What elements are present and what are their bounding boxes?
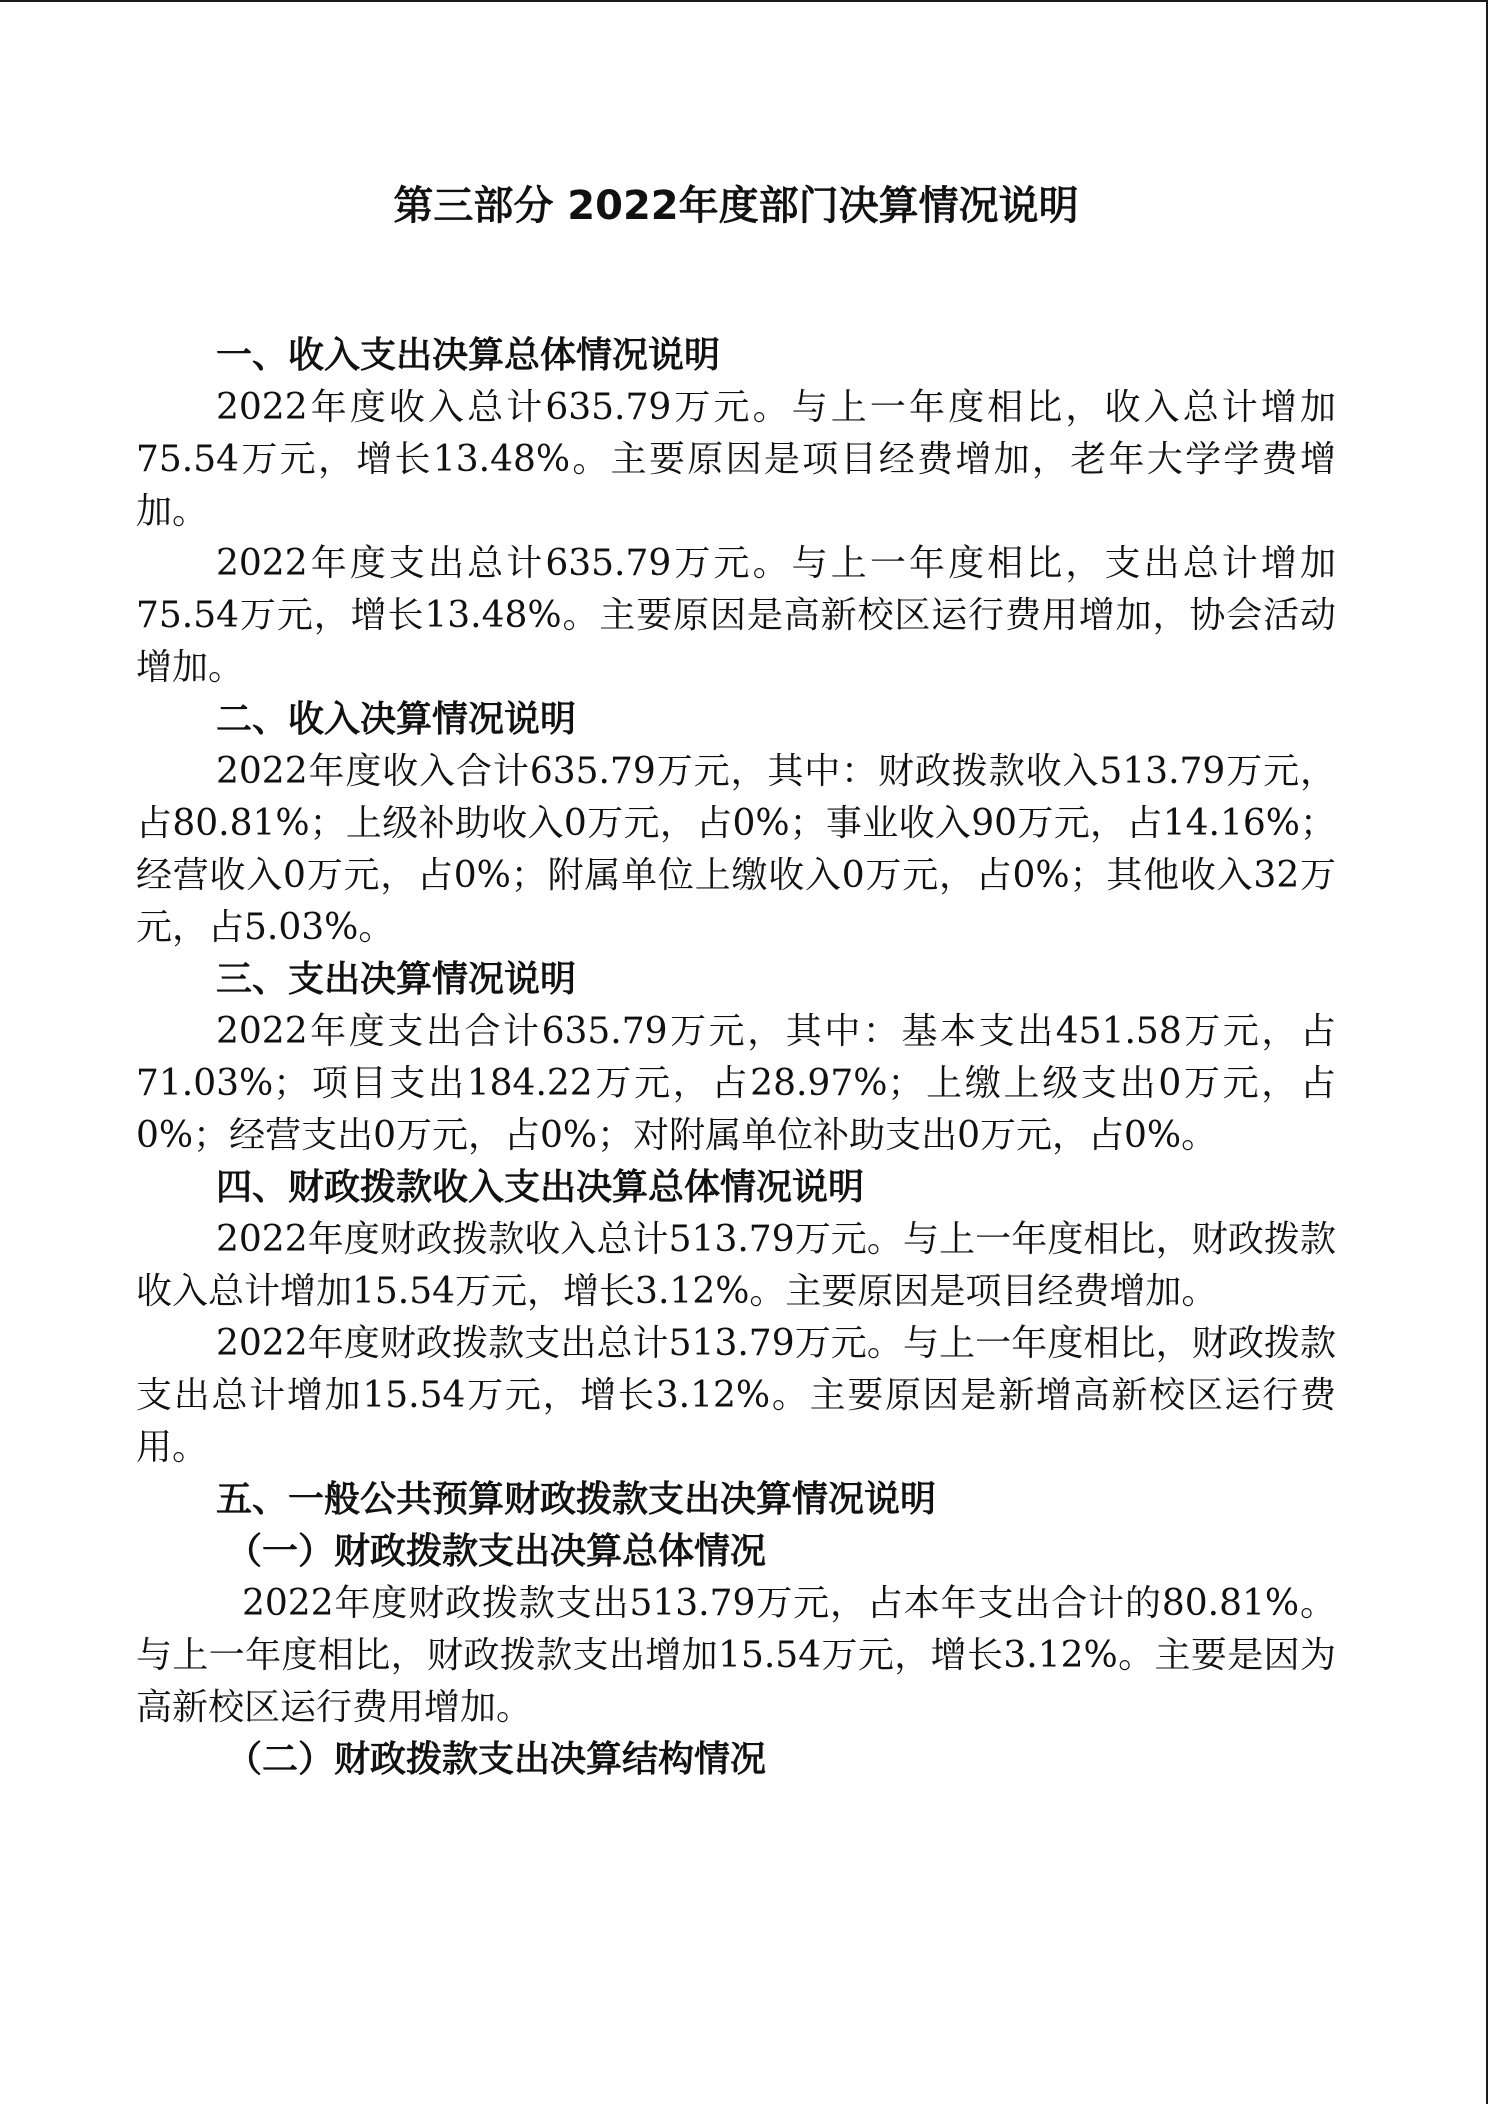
page-top-border: [0, 0, 1488, 2]
subsection-1-heading: （一）财政拨款支出决算总体情况: [226, 1531, 767, 1572]
page-title: 第三部分 2022年度部门决算情况说明: [393, 183, 1079, 229]
section-3-heading: 三、支出决算情况说明: [216, 959, 577, 1000]
section-2-paragraph-1: 2022年度收入合计635.79万元，其中：财政拨款收入513.79万元，占80.81%；上级补助收入0万元，占0%；事业收入90万元，占14.16%；经营收入0万元，占0%；附属单位上缴收入0万元，占0%；其他收入32万元，占5.03%。: [136, 751, 1336, 948]
section-2-heading: 二、收入决算情况说明: [216, 699, 577, 740]
section-5-heading: 五、一般公共预算财政拨款支出决算情况说明: [216, 1479, 937, 1520]
subsection-2-heading: （二）财政拨款支出决算结构情况: [226, 1739, 767, 1780]
section-4-paragraph-2: 2022年度财政拨款支出总计513.79万元。与上一年度相比，财政拨款支出总计增加15.54万元，增长3.12%。主要原因是新增高新校区运行费用。: [136, 1323, 1336, 1468]
section-1-paragraph-2: 2022年度支出总计635.79万元。与上一年度相比，支出总计增加75.54万元，增长13.48%。主要原因是高新校区运行费用增加，协会活动增加。: [136, 543, 1336, 688]
section-3-paragraph-1: 2022年度支出合计635.79万元，其中：基本支出451.58万元，占71.03%；项目支出184.22万元，占28.97%；上缴上级支出0万元，占0%；经营支出0万元，占0%；对附属单位补助支出0万元，占0%。: [136, 1011, 1336, 1156]
subsection-1-paragraph: 2022年度财政拨款支出513.79万元，占本年支出合计的80.81%。与上一年度相比，财政拨款支出增加15.54万元，增长3.12%。主要是因为高新校区运行费用增加。: [136, 1583, 1336, 1728]
section-1-heading: 一、收入支出决算总体情况说明: [216, 335, 721, 376]
document-body: [136, 330, 1336, 1786]
section-4-heading: 四、财政拨款收入支出决算总体情况说明: [216, 1167, 865, 1208]
section-4-paragraph-1: 2022年度财政拨款收入总计513.79万元。与上一年度相比，财政拨款收入总计增加15.54万元，增长3.12%。主要原因是项目经费增加。: [136, 1219, 1336, 1312]
section-1-paragraph-1: 2022年度收入总计635.79万元。与上一年度相比，收入总计增加75.54万元，增长13.48%。主要原因是项目经费增加，老年大学学费增加。: [136, 387, 1336, 532]
